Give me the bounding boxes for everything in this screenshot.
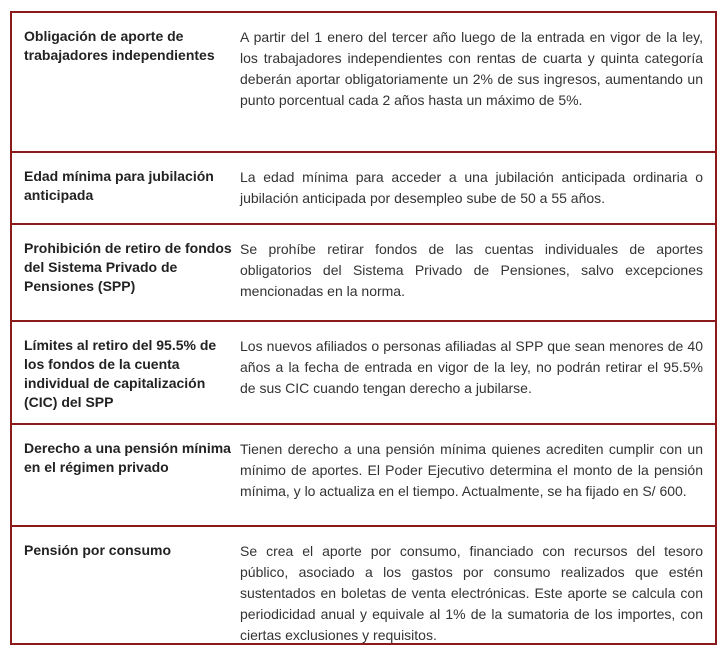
table-row [12,527,715,643]
row-label: Prohibición de retiro de fondos del Sistema Privado de Pensiones (SPP) [24,240,232,294]
row-description: Los nuevos afiliados o personas afiliadas al SPP que sean menores de 40 años a la fecha de entrada en vigor de la ley, no podrán retirar el 95.5% de sus CIC cuando tengan derecho a jubilarse. [240,338,703,396]
table-row [12,153,715,225]
row-description: A partir del 1 enero del tercer año luego de la entrada en vigor de la ley, los trabajadores independientes con rentas de cuarta y quinta categoría deberán aportar obligatoriamente un 2% de sus ingresos, aumentando un punto porcentual cada 2 años hasta un máximo de 5%. [240,29,703,108]
row-description: Se crea el aporte por consumo, financiado con recursos del tesoro público, asociado a los gastos por consumo realizados que estén sustentados en boletas de venta electrónicas. Este aporte se calcula con periodicidad anual y equivale al 1% de la sumatoria de los importes, con ciertas exclusiones y requisitos. [240,543,703,643]
row-description: La edad mínima para acceder a una jubilación anticipada ordinaria o jubilación anticipada por desempleo sube de 50 a 55 años. [240,169,703,206]
row-label: Límites al retiro del 95.5% de los fondos de la cuenta individual de capitalización (CIC) del SPP [24,337,217,410]
row-description: Tienen derecho a una pensión mínima quienes acrediten cumplir con un mínimo de aportes. El Poder Ejecutivo determina el monto de la pensión mínima, y lo actualiza en el tiempo. Actualmente, se ha fijado en S/ 600. [240,441,703,499]
table-row [12,425,715,527]
table-row [12,225,715,322]
table-row [12,322,715,425]
row-label: Obligación de aporte de trabajadores independientes [24,28,215,63]
row-label: Edad mínima para jubilación anticipada [24,168,214,203]
row-label: Derecho a una pensión mínima en el régimen privado [24,440,231,475]
pension-reform-table [10,11,717,645]
row-label: Pensión por consumo [24,542,172,558]
row-description: Se prohíbe retirar fondos de las cuentas individuales de aportes obligatorios del Sistema Privado de Pensiones, salvo excepciones mencionadas en la norma. [240,241,703,299]
table-row [12,13,715,153]
